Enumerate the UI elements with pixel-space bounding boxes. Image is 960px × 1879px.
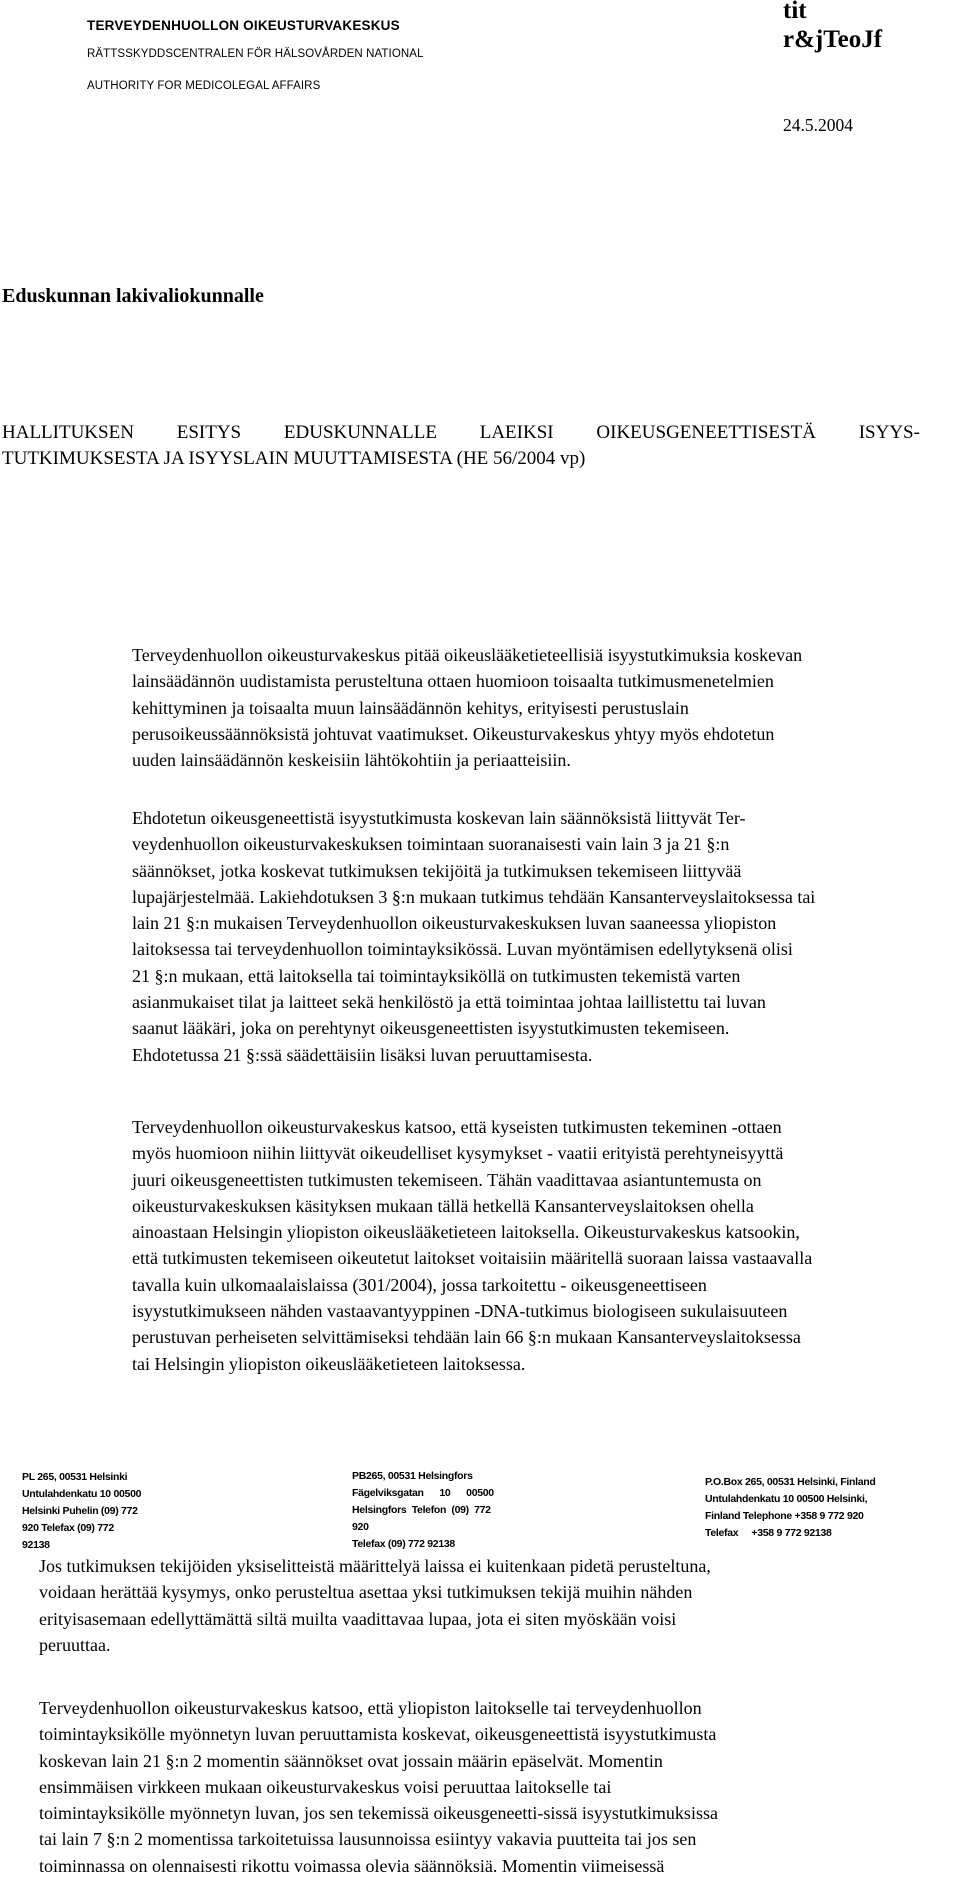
paragraph-5 xyxy=(39,1695,919,1879)
paragraph-line: oikeusturvakeskuksen käsityksen mukaan tällä hetkellä Kansanterveyslaitoksen ohella xyxy=(132,1195,754,1216)
footer-line: Helsingfors Telefon (09) 772 xyxy=(352,1504,491,1516)
footer-line: Untulahdenkatu 10 00500 Helsinki, xyxy=(705,1493,868,1505)
paragraph-1 xyxy=(132,642,922,773)
subject-word: ESITYS xyxy=(176,422,242,443)
logo-line-2: r&jTeoJf xyxy=(783,26,883,53)
subject-word: ISYYS- xyxy=(858,422,920,443)
paragraph-line: koskevan lain 21 §:n 2 momentin säännökset ovat jossain määrin epäselvät. Momentin xyxy=(39,1750,663,1771)
paragraph-line: juuri oikeusgeneettisten tutkimusten tekemiseen. Tähän vaadittavaa asiantuntemusta on xyxy=(132,1169,762,1190)
subject-heading xyxy=(2,420,920,472)
subject-word: EDUSKUNNALLE xyxy=(283,422,437,443)
footer-line: Telefax +358 9 772 92138 xyxy=(705,1527,832,1539)
paragraph-line: tai Helsingin yliopiston oikeuslääketieteen laitoksessa. xyxy=(132,1353,526,1374)
footer-address-swedish xyxy=(352,1468,494,1553)
footer-line: Fägelviksgatan 10 00500 xyxy=(352,1487,494,1499)
paragraph-line: tavalla kuin ulkomaalaislaissa (301/2004), jossa tarkoitettu - oikeusgeneettiseen xyxy=(132,1274,707,1295)
paragraph-4 xyxy=(39,1553,919,1658)
paragraph-line: toiminnassa on olennaisesti rikottu voimassa olevia säännöksiä. Momentin viimeisessä xyxy=(39,1855,665,1876)
paragraph-line: laitoksessa tai terveydenhuollon toimintayksikössä. Luvan myöntämisen edellytyksenä olisi xyxy=(132,939,793,960)
paragraph-line: peruuttaa. xyxy=(39,1634,111,1655)
organization-name-finnish: TERVEYDENHUOLLON OIKEUSTURVAKESKUS xyxy=(87,18,400,33)
subject-line-2: TUTKIMUKSESTA JA ISYYSLAIN MUUTTAMISESTA (HE 56/2004 vp) xyxy=(2,448,586,469)
subject-word: OIKEUSGENEETTISESTÄ xyxy=(596,422,816,443)
paragraph-line: myös huomioon niihin liittyvät oikeudelliset kysymykset - vaatii erityistä perehtyneisyyttä xyxy=(132,1143,784,1164)
footer-line: 920 Telefax (09) 772 xyxy=(22,1522,114,1534)
footer-address-finnish xyxy=(22,1469,141,1554)
paragraph-line: lainsäädännön uudistamista perusteltuna ottaen huomioon toisaalta tutkimusmenetelmien xyxy=(132,671,774,692)
paragraph-line: veydenhuollon oikeusturvakeskuksen toimintaan suoranaisesti vain lain 3 ja 21 §:n xyxy=(132,834,730,855)
paragraph-line: voidaan herättää kysymys, onko perusteltua asettaa yksi tutkimuksen tekijä muihin nähden xyxy=(39,1582,693,1603)
footer-line: 920 xyxy=(352,1521,369,1533)
paragraph-line: ainoastaan Helsingin yliopiston oikeuslääketieteen laitoksella. Oikeusturvakeskus katsookin, xyxy=(132,1222,800,1243)
organization-name-swedish: RÄTTSSKYDDSCENTRALEN FÖR HÄLSOVÅRDEN NATIONAL xyxy=(87,48,424,60)
footer-line: Untulahdenkatu 10 00500 xyxy=(22,1488,142,1500)
paragraph-line: säännökset, jotka koskevat tutkimuksen tekijöitä ja tutkimuksen tekemiseen liittyvää xyxy=(132,860,742,881)
paragraph-2 xyxy=(132,805,922,1068)
paragraph-line: asianmukaiset tilat ja laitteet sekä henkilöstö ja että toimintaa johtaa laillistettu tai luvan xyxy=(132,992,766,1013)
paragraph-line: toimintayksikölle myönnetyn luvan peruuttamista koskevat, oikeusgeneettistä isyystutkimusta xyxy=(39,1724,717,1745)
paragraph-line: isyystutkimukseen nähden vastaavantyyppinen -DNA-tutkimus biologiseen sukulaisuuteen xyxy=(132,1301,788,1322)
paragraph-line: Terveydenhuollon oikeusturvakeskus katsoo, että yliopiston laitokselle tai terveydenhuollon xyxy=(39,1698,702,1718)
paragraph-line: 21 §:n mukaan, että laitoksella tai toimintayksiköllä on tutkimusten tekemistä varten xyxy=(132,965,741,986)
paragraph-line: Terveydenhuollon oikeusturvakeskus katsoo, että kyseisten tutkimusten tekeminen -ottaen xyxy=(132,1117,782,1137)
subject-line-1 xyxy=(2,420,920,446)
paragraph-line: Ehdotetussa 21 §:ssä säädettäisiin lisäksi luvan peruuttamisesta. xyxy=(132,1044,593,1065)
paragraph-line: kehittyminen ja toisaalta muun lainsäädännön kehitys, erityisesti perustuslain xyxy=(132,697,689,718)
paragraph-line: Jos tutkimuksen tekijöiden yksiselitteistä määrittelyä laissa ei kuitenkaan pidetä perusteltuna, xyxy=(39,1556,711,1576)
paragraph-line: saanut lääkäri, joka on perehtynyt oikeusgeneettisten isyystutkimusten tekemiseen. xyxy=(132,1018,730,1039)
paragraph-line: toimintayksikölle myönnetyn luvan, jos sen tekemissä oikeusgeneetti-sissä isyystutkimuksissa xyxy=(39,1803,718,1824)
footer-line: P.O.Box 265, 00531 Helsinki, Finland xyxy=(705,1476,876,1488)
letter-date: 24.5.2004 xyxy=(783,115,853,135)
paragraph-line: lupajärjestelmää. Lakiehdotuksen 3 §:n mukaan tutkimus tehdään Kansanterveyslaitoksessa tai xyxy=(132,886,816,907)
paragraph-line: erityisasemaan edellyttämättä siltä muilta vaadittavaa lupaa, jota ei siten myöskään voisi xyxy=(39,1608,677,1629)
addressee: Eduskunnan lakivaliokunnalle xyxy=(2,285,264,307)
paragraph-line: Terveydenhuollon oikeusturvakeskus pitää oikeuslääketieteellisiä isyystutkimuksia koskevan xyxy=(132,645,803,665)
footer-line: PL 265, 00531 Helsinki xyxy=(22,1471,128,1483)
paragraph-line: uuden lainsäädännön keskeisiin lähtökohtiin ja periaatteisiin. xyxy=(132,750,571,771)
paragraph-line: perusoikeussäännöksistä johtuvat vaatimukset. Oikeusturvakeskus yhtyy myös ehdotetun xyxy=(132,723,775,744)
paragraph-line: tai lain 7 §:n 2 momentissa tarkoitetuissa lausunnoissa esiintyy vakavia puutteita tai jos sen xyxy=(39,1829,697,1850)
paragraph-line: että tutkimusten tekemiseen oikeutetut laitokset voitaisiin määritellä suoraan laissa vastaavalla xyxy=(132,1248,813,1269)
logo-line-1: tit xyxy=(783,0,807,24)
footer-line: 92138 xyxy=(22,1539,50,1551)
footer-line: Helsinki Puhelin (09) 772 xyxy=(22,1505,138,1517)
subject-word: LAEIKSI xyxy=(479,422,554,443)
paragraph-line: lain 21 §:n mukaisen Terveydenhuollon oikeusturvakeskuksen luvan saaneessa yliopiston xyxy=(132,913,777,934)
footer-line: Telefax (09) 772 92138 xyxy=(352,1538,455,1550)
paragraph-3 xyxy=(132,1114,922,1377)
subject-word: HALLITUKSEN xyxy=(2,422,134,443)
paragraph-line: perustuvan perheiseten selvittämiseksi tehdään lain 66 §:n mukaan Kansanterveyslaitoksessa xyxy=(132,1327,801,1348)
paragraph-line: Ehdotetun oikeusgeneettistä isyystutkimusta koskevan lain säännöksistä liittyvät Ter- xyxy=(132,808,746,828)
footer-address-english xyxy=(705,1474,876,1542)
footer-line: Finland Telephone +358 9 772 920 xyxy=(705,1510,864,1522)
logo-text xyxy=(783,0,882,54)
footer-line: PB265, 00531 Helsingfors xyxy=(352,1470,473,1482)
organization-name-english: AUTHORITY FOR MEDICOLEGAL AFFAIRS xyxy=(87,80,321,92)
paragraph-line: ensimmäisen virkkeen mukaan oikeusturvakeskus voisi peruuttaa laitokselle tai xyxy=(39,1776,612,1797)
